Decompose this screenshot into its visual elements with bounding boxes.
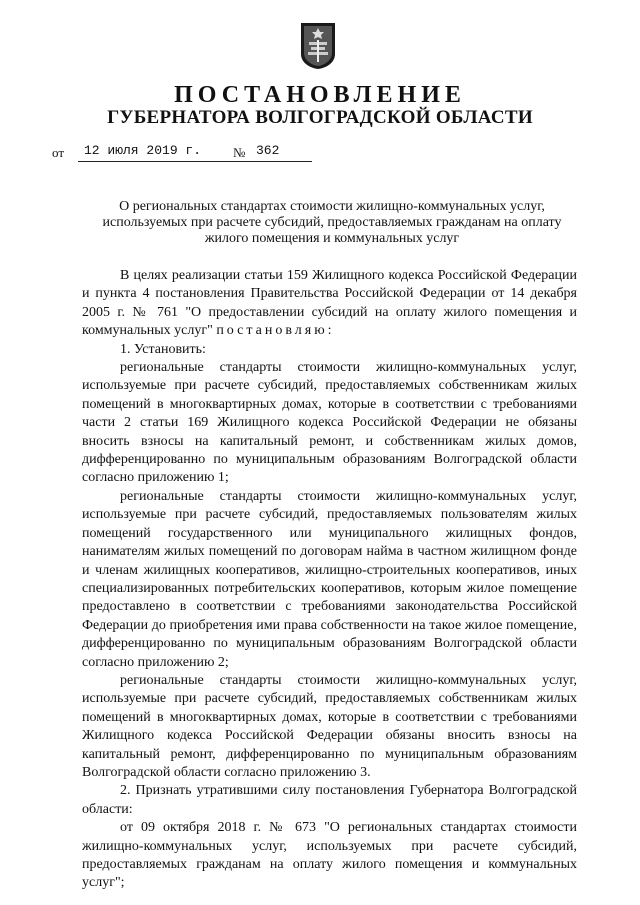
item-1-a: региональные стандарты стоимости жилищно-коммунальных услуг, используемые при расчете субсидий, предоставляемых собственникам жилых помещений в многоквартирных домах, которые в соответствии с требованиями части 2 статьи 169 Жилищного кодекса Российской Федерации не обязаны вносить взносы на капитальный ремонт, и собственникам жилых домов, дифференцированно по муниципальным образованиям Волгоградской области согласно приложению 1; <box>82 360 577 486</box>
number-value: 362 <box>256 143 280 158</box>
item-2-a: от 09 октября 2018 г. № 673 "О региональных стандартах стоимости жилищно-коммунальных услуг, используемых при расчете субсидий, предоставляемых гражданам на оплату жилого помещения и коммунальных услуг"; <box>82 820 577 891</box>
coat-of-arms-emblem <box>300 22 336 70</box>
date-label: от <box>52 145 65 160</box>
item-2: 2. Признать утратившими силу постановления Губернатора Волгоградской области: <box>82 783 577 817</box>
date-value: 12 июля 2019 г. <box>84 143 202 158</box>
number-underline <box>250 161 312 162</box>
item-1-c: региональные стандарты стоимости жилищно-коммунальных услуг, используемые при расчете субсидий, предоставляемых собственникам жилых помещений в многоквартирных домах, которые в соответствии с требованиями Жилищного кодекса Российской Федерации обязаны вносить взносы на капитальный ремонт, дифференцированно по муниципальным образованиям Волгоградской области согласно приложению 3. <box>82 672 577 780</box>
item-1: 1. Установить: <box>120 341 206 357</box>
intro-text: В целях реализации статьи 159 Жилищного кодекса Российской Федерации и пункта 4 постановления Правительства Российской Федерации от 14 декабря 2005 г. № 761 "О предоставлении субсидий на оплату жилого помещения и коммунальных услуг" <box>82 268 577 339</box>
document-subject: О региональных стандартах стоимости жилищно-коммунальных услуг, используемых при расчете субсидий, предоставляемых гражданам на оплату жилого помещения и коммунальных услуг <box>102 199 562 246</box>
number-label: № <box>233 145 246 160</box>
intro-paragraph <box>82 267 577 341</box>
decree-word: постановляю: <box>216 323 335 339</box>
date-underline <box>78 161 250 162</box>
document-title: ПОСТАНОВЛЕНИЕ <box>174 82 466 108</box>
item-1-b: региональные стандарты стоимости жилищно-коммунальных услуг, используемые при расчете субсидий, предоставляемых пользователям жилых помещений государственного или муниципального жилищных фондов, нанимателям жилых помещений по договорам найма в частном жилищном фонде и членам жилищных кооперативов, жилищно-строительных кооперативов, иных специализированных потребительских кооперативов, которым жилое помещение предоставлено в соответствии с требованиями законодательства Российской Федерации до приобретения ими права собственности на такое жилое помещение, дифференцированно по муниципальным образованиям Волгоградской области согласно приложению 2; <box>82 488 577 670</box>
document-subtitle: ГУБЕРНАТОРА ВОЛГОГРАДСКОЙ ОБЛАСТИ <box>107 107 533 128</box>
document-body <box>82 267 577 893</box>
